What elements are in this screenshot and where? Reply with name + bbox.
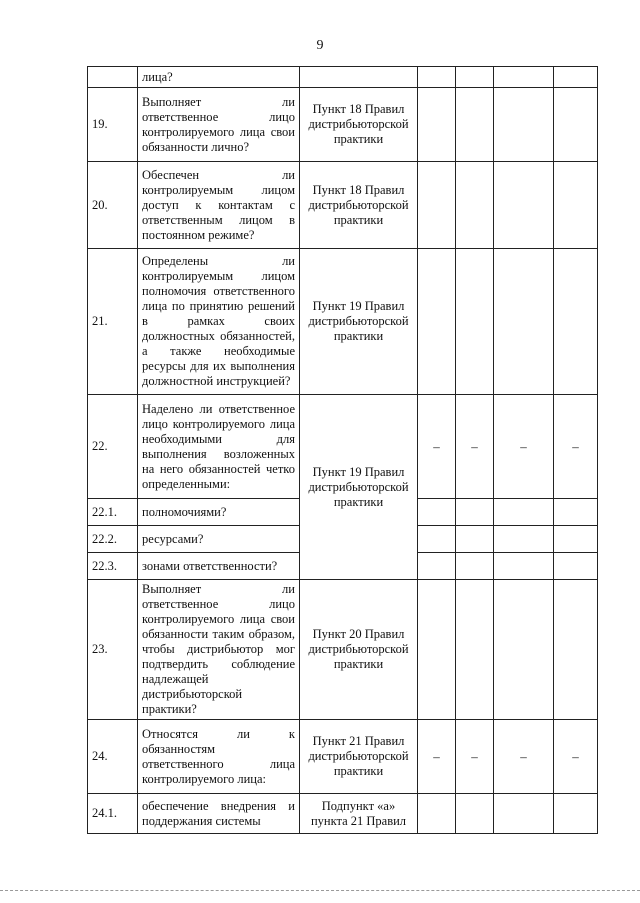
answer-yes-cell	[418, 794, 456, 834]
table-row	[88, 395, 598, 499]
answer-na-cell: –	[494, 395, 554, 499]
answer-na-cell: –	[494, 720, 554, 794]
answer-no-cell	[456, 794, 494, 834]
question-cell: Определены ли контролируемым лицом полномочия ответственного лица по принятию решений в рамках своих должностных обязанностей, а также необходимые ресурсы для их выполнения должностной инструкцией?	[138, 249, 300, 395]
answer-no-cell: –	[456, 395, 494, 499]
answer-no-cell	[456, 67, 494, 88]
row-number: 22.3.	[88, 553, 138, 580]
answer-yes-cell	[418, 526, 456, 553]
answer-no-cell	[456, 249, 494, 395]
note-cell	[554, 162, 598, 249]
reference-cell: Пункт 19 Правил дистрибьюторской практики	[300, 395, 418, 580]
row-number: 19.	[88, 88, 138, 162]
answer-no-cell	[456, 499, 494, 526]
question-cell: Обеспечен ли контролируемым лицом доступ к контактам с ответственным лицом в постоянном режиме?	[138, 162, 300, 249]
answer-no-cell	[456, 553, 494, 580]
row-number: 24.	[88, 720, 138, 794]
note-cell	[554, 67, 598, 88]
question-cell: обеспечение внедрения и поддержания системы	[138, 794, 300, 834]
reference-cell: Пункт 21 Правил дистрибьюторской практики	[300, 720, 418, 794]
answer-no-cell	[456, 526, 494, 553]
table-row	[88, 67, 598, 88]
answer-no-cell	[456, 580, 494, 720]
note-cell	[554, 794, 598, 834]
note-cell	[554, 249, 598, 395]
row-number	[88, 67, 138, 88]
answer-no-cell	[456, 162, 494, 249]
note-cell	[554, 88, 598, 162]
reference-cell: Пункт 18 Правил дистрибьюторской практики	[300, 88, 418, 162]
question-cell: полномочиями?	[138, 499, 300, 526]
reference-cell	[300, 67, 418, 88]
answer-yes-cell: –	[418, 395, 456, 499]
answer-yes-cell: –	[418, 720, 456, 794]
note-cell: –	[554, 720, 598, 794]
reference-cell: Пункт 20 Правил дистрибьюторской практики	[300, 580, 418, 720]
question-cell: ресурсами?	[138, 526, 300, 553]
reference-cell: Пункт 18 Правил дистрибьюторской практики	[300, 162, 418, 249]
row-number: 22.	[88, 395, 138, 499]
answer-na-cell	[494, 553, 554, 580]
question-cell: зонами ответственности?	[138, 553, 300, 580]
answer-na-cell	[494, 88, 554, 162]
note-cell	[554, 499, 598, 526]
answer-na-cell	[494, 249, 554, 395]
table-row	[88, 580, 598, 720]
reference-cell: Пункт 19 Правил дистрибьюторской практики	[300, 249, 418, 395]
answer-na-cell	[494, 162, 554, 249]
answer-yes-cell	[418, 499, 456, 526]
answer-yes-cell	[418, 67, 456, 88]
answer-yes-cell	[418, 553, 456, 580]
table-row	[88, 88, 598, 162]
reference-cell: Подпункт «а» пункта 21 Правил	[300, 794, 418, 834]
note-cell	[554, 553, 598, 580]
question-cell: лица?	[138, 67, 300, 88]
row-number: 20.	[88, 162, 138, 249]
checklist-table	[87, 66, 598, 834]
page-bottom-rule	[0, 890, 640, 891]
row-number: 24.1.	[88, 794, 138, 834]
note-cell: –	[554, 395, 598, 499]
row-number: 22.2.	[88, 526, 138, 553]
answer-na-cell	[494, 499, 554, 526]
answer-na-cell	[494, 580, 554, 720]
table-row	[88, 249, 598, 395]
answer-yes-cell	[418, 88, 456, 162]
table-row	[88, 794, 598, 834]
answer-na-cell	[494, 526, 554, 553]
question-cell: Относятся ли к обязанностям ответственного лица контролируемого лица:	[138, 720, 300, 794]
question-cell: Выполняет ли ответственное лицо контролируемого лица свои обязанности лично?	[138, 88, 300, 162]
answer-na-cell	[494, 794, 554, 834]
answer-yes-cell	[418, 162, 456, 249]
row-number: 22.1.	[88, 499, 138, 526]
question-cell: Выполняет ли ответственное лицо контролируемого лица свои обязанности таким образом, чтобы дистрибьютор мог подтвердить соблюдение надлежащей дистрибьюторской практики?	[138, 580, 300, 720]
row-number: 21.	[88, 249, 138, 395]
answer-na-cell	[494, 67, 554, 88]
note-cell	[554, 526, 598, 553]
answer-no-cell: –	[456, 720, 494, 794]
note-cell	[554, 580, 598, 720]
table-row	[88, 162, 598, 249]
row-number: 23.	[88, 580, 138, 720]
table-row	[88, 720, 598, 794]
answer-no-cell	[456, 88, 494, 162]
question-cell: Наделено ли ответственное лицо контролируемого лица необходимыми для выполнения возложенных на него обязанностей четко определенными:	[138, 395, 300, 499]
page-number: 9	[316, 38, 324, 53]
answer-yes-cell	[418, 580, 456, 720]
answer-yes-cell	[418, 249, 456, 395]
